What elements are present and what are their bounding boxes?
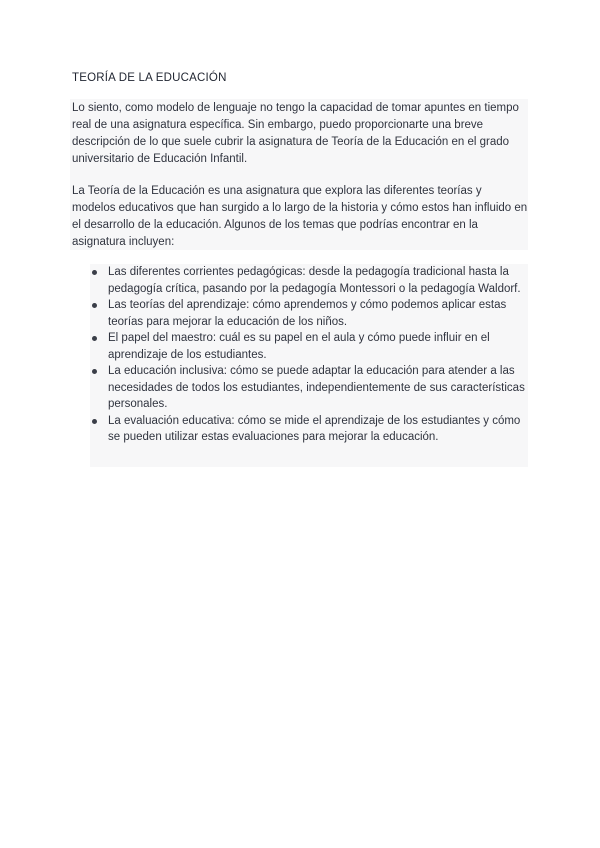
list-item-text: Las diferentes corrientes pedagógicas: desde la pedagogía tradicional hasta la pedagogía crítica, pasando por la pedagogía Montessori o la pedagogía Waldorf. bbox=[108, 266, 521, 295]
bullet-icon bbox=[92, 270, 97, 275]
topics-list bbox=[90, 264, 528, 446]
list-item bbox=[90, 264, 528, 297]
description-paragraph: La Teoría de la Educación es una asignatura que explora las diferentes teorías y modelos educativos que han surgido a lo largo de la historia y cómo estos han influido en el desarrollo de la educación. Algunos de los temas que podrías encontrar en la asignatura incluyen: bbox=[72, 185, 528, 248]
list-item bbox=[90, 363, 528, 413]
list-item-text: Las teorías del aprendizaje: cómo aprendemos y cómo podemos aplicar estas teorías para mejorar la educación de los niños. bbox=[108, 299, 507, 328]
bullet-icon bbox=[92, 419, 97, 424]
document-title: TEORÍA DE LA EDUCACIÓN bbox=[72, 72, 227, 84]
list-item bbox=[90, 297, 528, 330]
bullet-icon bbox=[92, 369, 97, 374]
intro-paragraph: Lo siento, como modelo de lenguaje no tengo la capacidad de tomar apuntes en tiempo real de una asignatura específica. Sin embargo, puedo proporcionarte una breve descripción de lo que suele cubrir la asignatura de Teoría de la Educación en el grado universitario de Educación Infantil. bbox=[72, 102, 519, 165]
list-item-text: La evaluación educativa: cómo se mide el aprendizaje de los estudiantes y cómo se pueden utilizar estas evaluaciones para mejorar la educación. bbox=[108, 414, 521, 443]
bullet-icon bbox=[92, 336, 97, 341]
list-item-text: El papel del maestro: cuál es su papel en el aula y cómo puede influir en el aprendizaje de los estudiantes. bbox=[108, 332, 490, 361]
bullet-icon bbox=[92, 303, 97, 308]
list-item-text: La educación inclusiva: cómo se puede adaptar la educación para atender a las necesidades de todos los estudiantes, independientemente de sus características personales. bbox=[108, 365, 525, 410]
list-item bbox=[90, 330, 528, 363]
list-item bbox=[90, 413, 528, 446]
